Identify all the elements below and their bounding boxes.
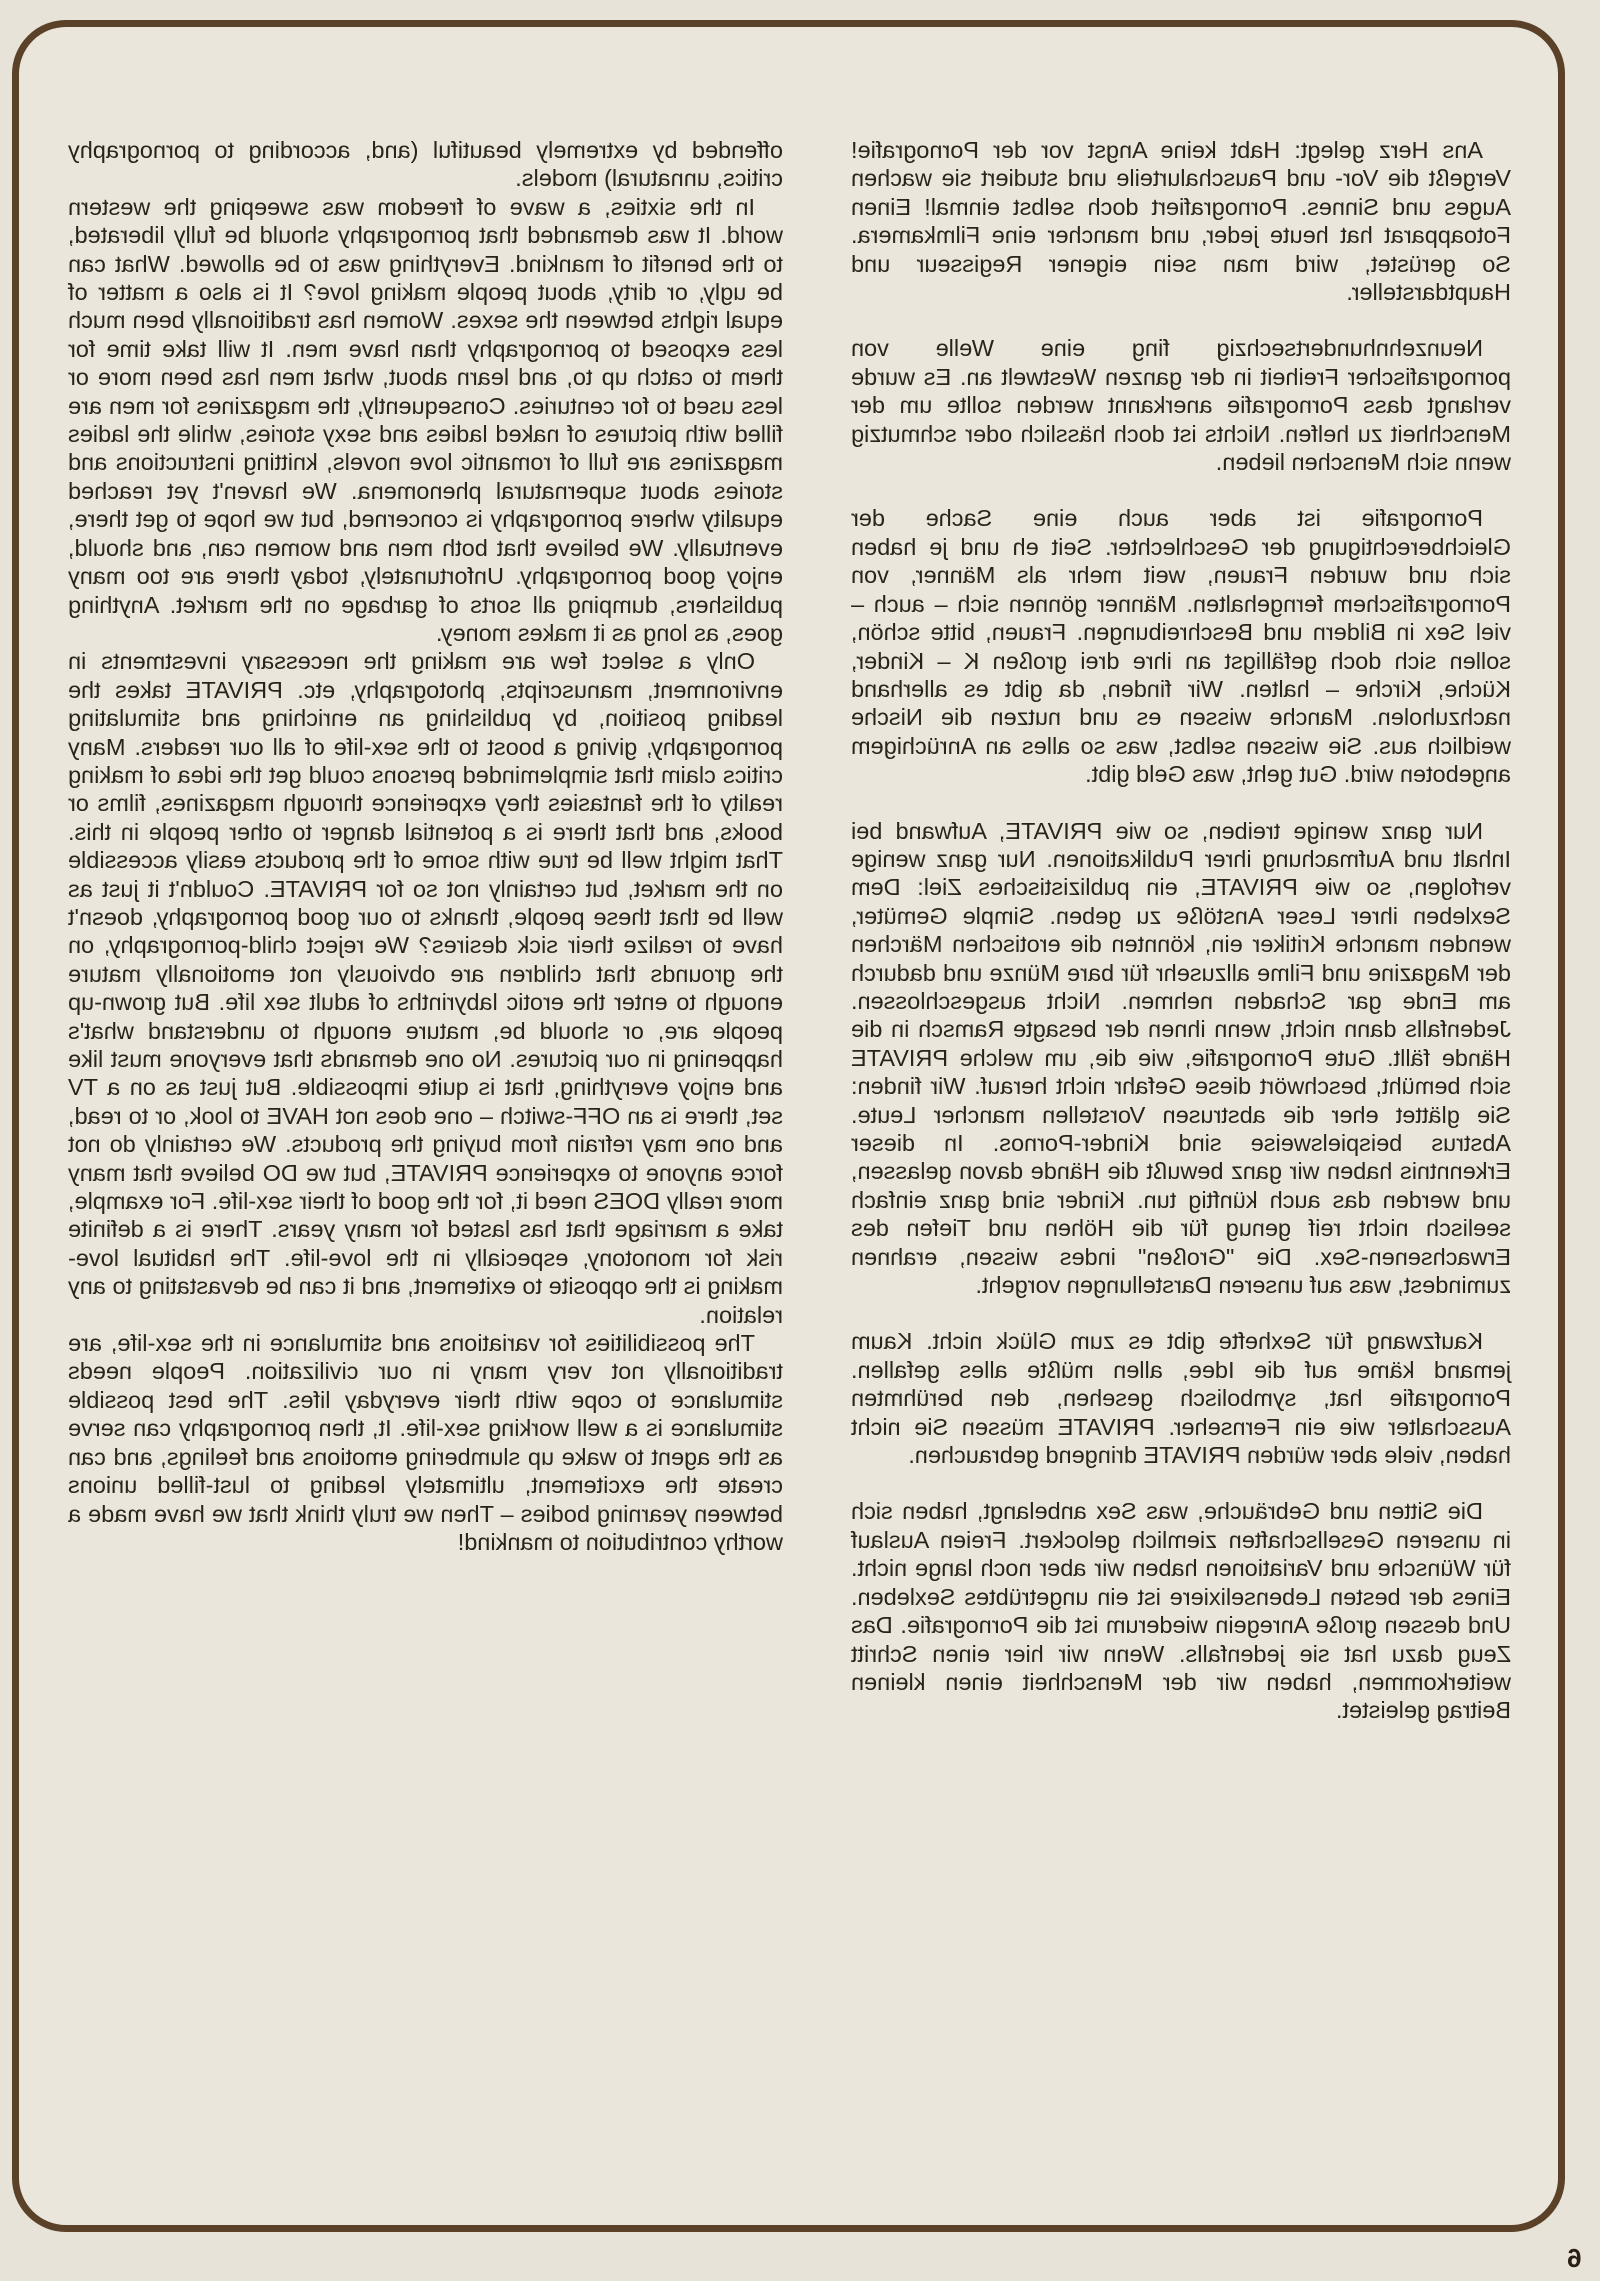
german-text-column xyxy=(851,136,1511,1753)
german-paragraph: Nur ganz wenige treiben, so wie PRIVATE, Aufwand bei Inhalt und Aufmachung ihrer Publikationen. Nur ganz wenige verfolgen, so wie PRIVATE, ein publizistisches Ziel: Dem Sexleben ihrer Leser Anstöße zu geben. Simple Gemüter, wenden manche Kritiker ein, könnten die erotischen Märchen der Magazine und Filme allzusehr für bare Münze und dadurch am Ende gar Schaden nehmen. Nicht ausgeschlossen. Jedenfalls dann nicht, wenn ihnen der besagte Ramsch in die Hände fällt. Gute Pornografie, wie die, um welche PRIVATE sich bemüht, beschwört diese Gefahr nicht herauf. Wir finden: Sie glättet eher die abstrusen Vorstellen mancher Leute. Abstrus beispielsweise sind Kinder-Pornos. In dieser Erkenntnis haben wir ganz bewußt die Hände davon gelassen, und werden das auch künftig tun. Kinder sind ganz einfach seelisch nicht reif genug für die Höhen und Tiefen des Erwachsenen-Sex. Die "Großen" indes wissen, erahnen zumindest, was auf unseren Darstellungen vorgeht. xyxy=(851,817,1511,1299)
german-paragraph: Pornografie ist aber auch eine Sache der Gleichberechtigung der Geschlechter. Seit eh und je haben sich und wurden Frauen, weit mehr als Männer, von Pornografischem ferngehalten. Männer gönnen sich – auch – viel Sex in Bildern und Beschreibungen. Frauen, bitte schön, sollen sich doch gefälligst an ihre drei großen K – Kinder, Küche, Kirche – halten. Wir finden, da gibt es allerhand nachzuholen. Manche wissen es und nutzen die Nische weidlich aus. Sie wissen selbst, was so alles an Anrüchigem angeboten wird. Gut geht, was Geld gibt. xyxy=(851,505,1511,788)
page-number: 6 xyxy=(1567,2243,1582,2273)
german-paragraph: Die Sitten und Gebräuche, was Sex anbelangt, haben sich in unseren Gesellschaften ziemlich gelockert. Freien Auslauf für Wünsche und Variationen haben wir aber noch lange nicht. Eines der besten Lebenselixiere ist ein ungetrübtes Sexleben. Und dessen große Anregein wiederum ist die Pornografie. Das Zeug dazu hat sie jedenfalls. Wenn wir hier einen Schritt weiterkommen, haben wir der Menschheit einen kleinen Beitrag geleistet. xyxy=(851,1498,1511,1724)
german-paragraph: Kaufzwang für Sexhefte gibt es zum Glück nicht. Kaum jemand käme auf die Idee, allen müßte alles gefallen. Pornografie hat, symbolisch gesehen, den berühmten Ausschalter wie ein Fernseher. PRIVATE müssen Sie nicht haben, viele aber würden PRIVATE dringend gebrauchen. xyxy=(851,1328,1511,1469)
english-text-column xyxy=(68,136,783,1556)
english-paragraph: In the sixties, a wave of freedom was sweeping the western world. It was demanded that pornography should be fully liberated, to the benefit of mankind. Everything was to be allowed. What can be ugly, or dirty, about people making love? It is also a matter of equal rights between the sexes. Women has traditionally been much less exposed to pornography than have men. It will take time for them to catch up to, and learn about, what men has been more or less used to for centuries. Consequently, the magazines for men are filled with pictures of naked ladies and sexy stories, while the ladies magazines are full of romantic love novels, knitting instructions and stories about supernatural phenomena. We haven't yet reached equality where pornography is concerned, but we hope to get there, eventually. We believe that both men and women can, and should, enjoy good pornography. Unfortunately, today there are too many publishers, dumping all sorts of garbage on the market. Anything goes, as long as it makes money. xyxy=(68,193,783,646)
english-paragraph: offended by extremely beautiful (and, according to pornography critics, unnatural) models. xyxy=(68,137,783,192)
german-paragraph: Neunzehnhundertsechzig fing eine Welle von pornografischer Freiheit in der ganzen Westwelt an. Es wurde verlangt dass Pornografie anerkannt werden sollte um der Menschheit zu helfen. Nichts ist doch hässlich oder schmutzig wenn sich Menschen lieben. xyxy=(851,335,1511,476)
german-paragraph: Ans Herz gelegt: Habt keine Angst vor der Pornografie! Vergeßt die Vor- und Pauschalurteile und studiert sie wachen Auges und Sinnes. Pornografiert doch selbst einmal! Einen Fotoapparat hat heute jeder, und mancher eine Filmkamera. So gerüstet, wird man sein eigener Regisseur und Hauptdarsteller. xyxy=(851,137,1511,306)
english-paragraph: The possibilities for variations and stimulance in the sex-life, are traditionally not very many in our civilization. People needs stimulance to cope with their everyday lifes. The best possible stimulance is a well working sex-life. It, then pornography can serve as the agent to wake up slumbering emotions and feelings, and can create the excitement, ultimately leading to lust-filled unions between yearning bodies – Then we truly think that we have made a worthy contribution to mankind! xyxy=(68,1330,783,1555)
english-paragraph: Only a select few are making the necessary investments in environment, manuscripts, photography, etc. PRIVATE takes the leading position, by publishing an enriching and stimulating pornography, giving a boost to the sex-life of all our readers. Many critics claim that simpleminded persons could get the idea of making reality of the fantasies they experience through magazines, films or books, and that there is a potential danger to other people in this. That might well be true with some of the products easily accessible on the market, but certainly not so for PRIVATE. Couldn't it just as well be that these people, thanks to our good pornography, doesn't have to realize their sick desires? We reject child-pornography, on the grounds that children are obviously not emotionally mature enough to enter the erotic labyrinths of adult sex life. But grown-up people are, or should be, mature enough to understand what's happening in our pictures. No one demands that everyone must like and enjoy everything, that is quite impossible. But just as on a TV set, there is an OFF-switch – one does not HAVE to look, or to read, and one may refrain from buying the products. We certainly do not force anyone to experience PRIVATE, but we DO believe that many more really DOES need it, for the good of their sex-life. For example, take a marriage that has lasted for many years. There is a definite risk for monotony, especially in the love-life. The habitual love-making is the opposite to exitement, and it can be devastating to any relation. xyxy=(68,648,783,1328)
